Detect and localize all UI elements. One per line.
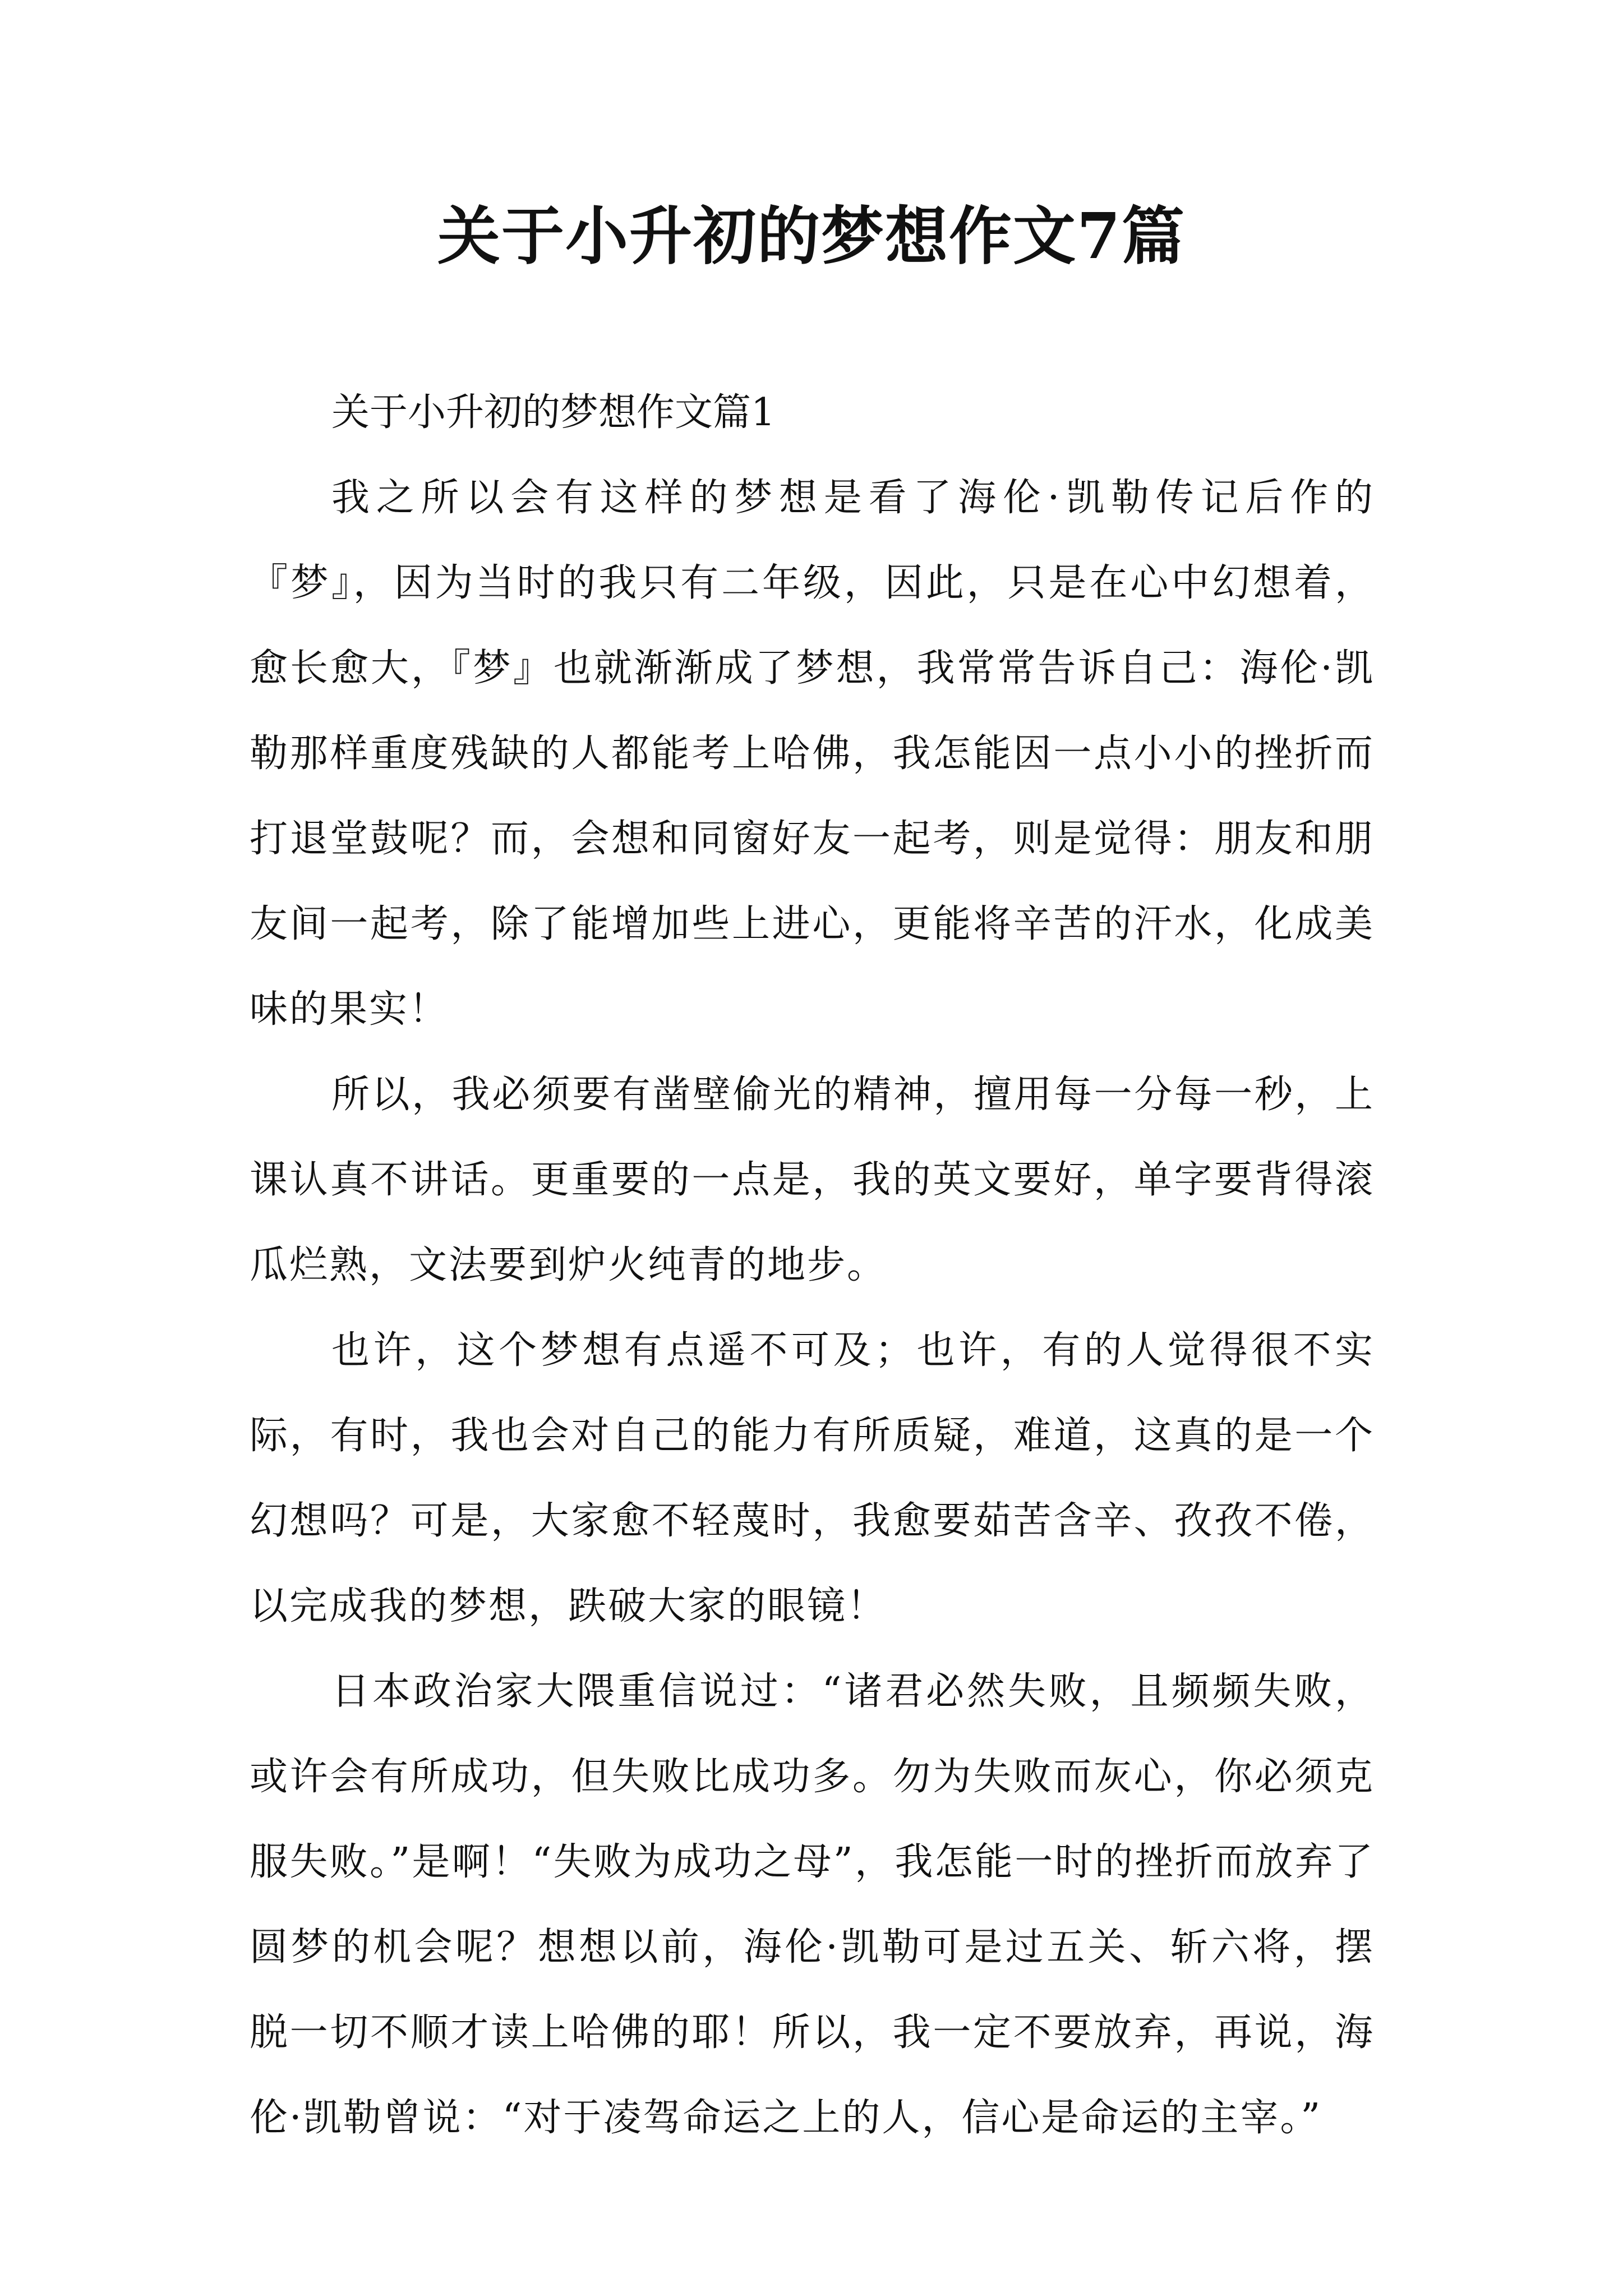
paragraph: 也许，这个梦想有点遥不可及；也许，有的人觉得很不实际，有时，我也会对自己的能力有所质疑，难道，这真的是一个幻想吗？可是，大家愈不轻蔑时，我愈要茹苦含辛、孜孜不倦，以完成我的梦想，跌破大家的眼镜！ xyxy=(250,1328,1375,1628)
paragraph: 我之所以会有这样的梦想是看了海伦·凯勒传记后作的『梦』，因为当时的我只有二年级，因此，只是在心中幻想着，愈长愈大，『梦』也就渐渐成了梦想，我常常告诉自己：海伦·凯勒那样重度残缺的人都能考上哈佛，我怎能因一点小小的挫折而打退堂鼓呢？而，会想和同窗好友一起考，则是觉得：朋友和朋友间一起考，除了能增加些上进心，更能将辛苦的汗水，化成美味的果实！ xyxy=(250,476,1375,1032)
document-body xyxy=(250,370,1375,2161)
section-heading: 关于小升初的梦想作文篇1 xyxy=(331,390,776,435)
paragraph: 所以，我必须要有凿壁偷光的精神，擅用每一分每一秒，上课认真不讲话。更重要的一点是，我的英文要好，单字要背得滚瓜烂熟，文法要到炉火纯青的地步。 xyxy=(250,1073,1375,1287)
paragraph: 日本政治家大隈重信说过：“诸君必然失败，且频频失败，或许会有所成功，但失败比成功多。勿为失败而灰心，你必须克服失败。”是啊！“失败为成功之母”，我怎能一时的挫折而放弃了圆梦的机会呢？想想以前，海伦·凯勒可是过五关、斩六将，摆脱一切不顺才读上哈佛的耶！所以，我一定不要放弃，再说，海伦·凯勒曾说：“对于凌驾命运之上的人，信心是命运的主宰。” xyxy=(250,1669,1375,2140)
document-title: 关于小升初的梦想作文7篇 xyxy=(437,200,1186,273)
